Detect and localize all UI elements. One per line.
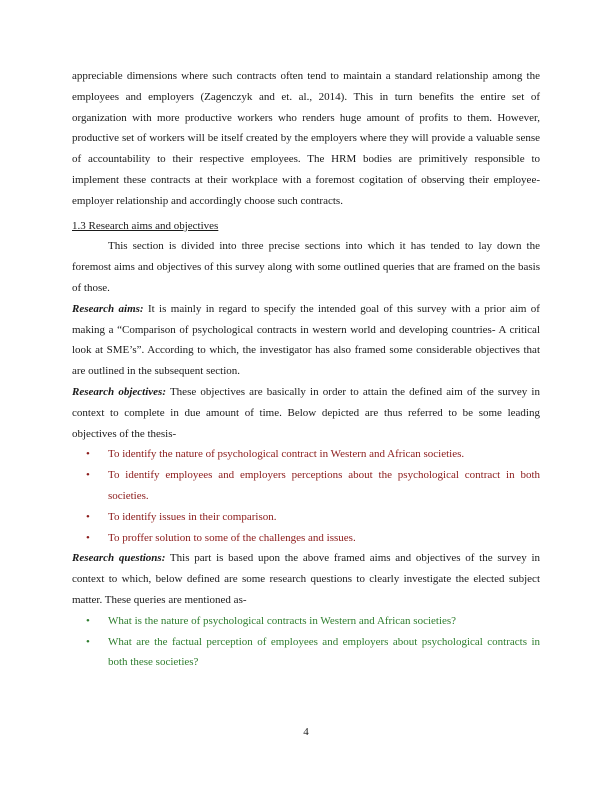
research-aims-text: It is mainly in regard to specify the intended goal of this survey with a prior aim of making a “Comparison of psychological contracts in western world and developing countries- A critical look at SME’s”. According to which, the investigator has also framed some considerable objectives that are outlined in the subsequent section. <box>72 302 540 378</box>
questions-list <box>72 611 540 673</box>
list-item: • To identify employees and employers perceptions about the psychological contract in both societies. <box>72 465 540 507</box>
intro-paragraph: appreciable dimensions where such contracts often tend to maintain a standard relationship among the employees and employers (Zagenczyk and et. al., 2014). This in turn benefits the entire set of organization with more productive workers who renders huge amount of profits to them. However, productive set of workers will be itself created by the employers where they will provide a valuable sense of accountability to their respective employees. The HRM bodies are primitively responsible to implement these contracts at their workplace with a foremost cogitation of observing their employee- employer relationship and accordingly choose such contracts. <box>72 70 540 207</box>
research-questions-paragraph <box>72 548 540 610</box>
list-item: • What is the nature of psychological contracts in Western and African societies? <box>72 611 540 632</box>
section-heading: 1.3 Research aims and objectives <box>72 219 219 232</box>
bullet-icon: • <box>86 614 90 627</box>
objectives-list <box>72 444 540 548</box>
list-item: • To identify issues in their comparison. <box>72 507 540 528</box>
section-intro-paragraph: This section is divided into three precise sections into which it has tended to lay down the foremost aims and objectives of this survey along with some outlined queries that are framed on the basis of those. <box>72 240 540 294</box>
research-questions-label: Research questions: <box>72 552 166 565</box>
bullet-icon: • <box>86 531 90 544</box>
list-item: • To proffer solution to some of the challenges and issues. <box>72 528 540 549</box>
list-item: • What are the factual perception of employees and employers about psychological contracts in both these societies? <box>72 632 540 674</box>
bullet-icon: • <box>86 635 90 648</box>
bullet-icon: • <box>86 469 90 482</box>
research-objectives-text: These objectives are basically in order to attain the defined aim of the survey in context to complete in due amount of time. Below depicted are thus referred to be some leading objectives of the thesis- <box>72 385 540 440</box>
research-objectives-paragraph <box>72 382 540 444</box>
bullet-icon: • <box>86 510 90 523</box>
list-item: • To identify the nature of psychological contract in Western and African societies. <box>72 444 540 465</box>
research-aims-paragraph <box>72 299 540 382</box>
research-objectives-label: Research objectives: <box>72 385 166 398</box>
bullet-icon: • <box>86 448 90 461</box>
research-questions-text: This part is based upon the above framed aims and objectives of the survey in context to which, below defined are some research questions to clearly investigate the elected subject matter. These queries are mentioned as- <box>72 552 540 606</box>
page-number: 4 <box>303 726 309 738</box>
document-page <box>72 66 540 673</box>
research-aims-label: Research aims: <box>72 302 144 315</box>
